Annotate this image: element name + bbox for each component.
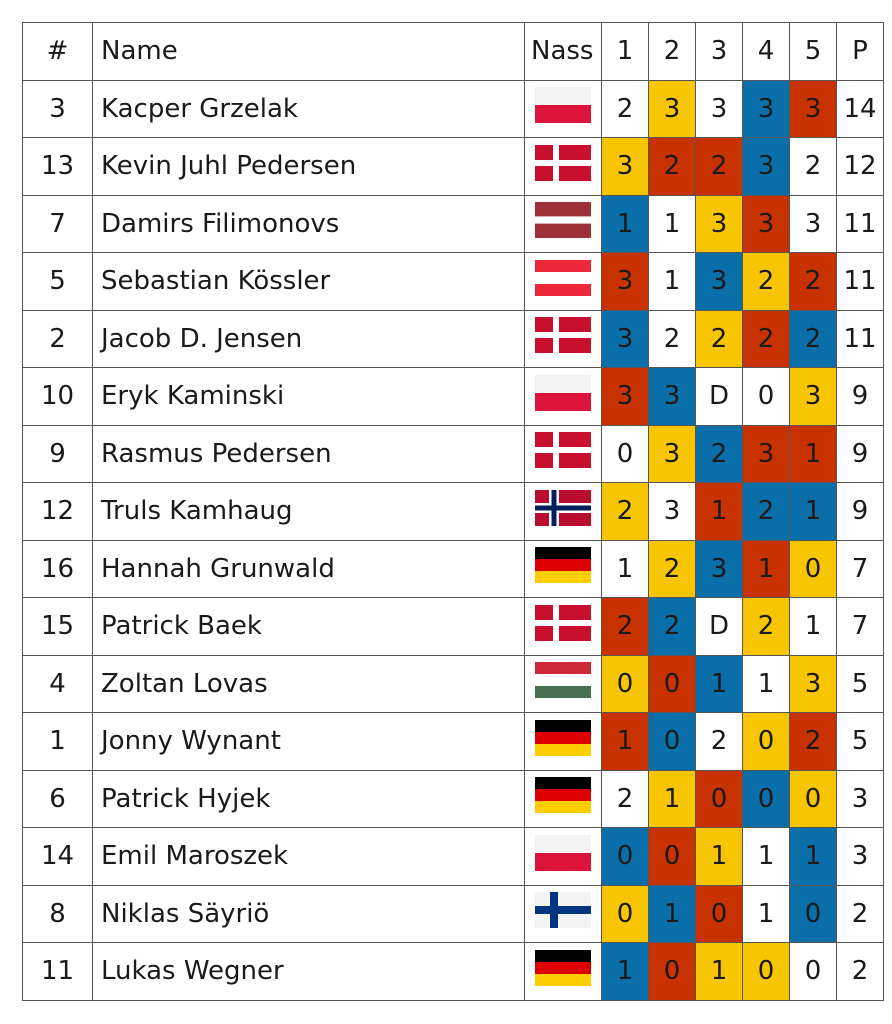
standings-table <box>22 22 884 1001</box>
table-row <box>23 425 884 483</box>
heat-4-score: 1 <box>743 540 790 598</box>
heat-3-score: 3 <box>696 195 743 253</box>
table-row <box>23 885 884 943</box>
rider-number: 14 <box>23 828 93 886</box>
table-row <box>23 770 884 828</box>
heat-1-score: 0 <box>602 885 649 943</box>
heat-5-score: 1 <box>790 483 837 541</box>
denmark-flag-icon <box>535 317 591 353</box>
table-row <box>23 368 884 426</box>
heat-2-score: 3 <box>649 80 696 138</box>
total-points: 7 <box>837 598 884 656</box>
heat-4-score: 1 <box>743 828 790 886</box>
heat-3-score: D <box>696 598 743 656</box>
total-points: 3 <box>837 770 884 828</box>
nation-flag <box>525 368 602 426</box>
norway-flag-icon <box>535 490 591 526</box>
heat-3-score: 3 <box>696 540 743 598</box>
rider-name: Lukas Wegner <box>93 943 525 1001</box>
total-points: 9 <box>837 368 884 426</box>
heat-4-score: 2 <box>743 483 790 541</box>
rider-number: 13 <box>23 138 93 196</box>
total-points: 2 <box>837 943 884 1001</box>
heat-1-score: 1 <box>602 713 649 771</box>
heat-4-score: 0 <box>743 713 790 771</box>
rider-number: 16 <box>23 540 93 598</box>
heat-5-score: 3 <box>790 80 837 138</box>
finland-flag-icon <box>535 892 591 928</box>
germany-flag-icon <box>535 777 591 813</box>
heat-1-score: 0 <box>602 655 649 713</box>
nation-flag <box>525 828 602 886</box>
rider-name: Hannah Grunwald <box>93 540 525 598</box>
rider-name: Kevin Juhl Pedersen <box>93 138 525 196</box>
heat-4-score: 3 <box>743 138 790 196</box>
rider-name: Sebastian Kössler <box>93 253 525 311</box>
heat-1-score: 0 <box>602 425 649 483</box>
heat-2-score: 1 <box>649 885 696 943</box>
denmark-flag-icon <box>535 605 591 641</box>
germany-flag-icon <box>535 547 591 583</box>
rider-number: 5 <box>23 253 93 311</box>
total-points: 5 <box>837 713 884 771</box>
table-row <box>23 253 884 311</box>
header-heat-4: 4 <box>743 23 790 81</box>
header-points: P <box>837 23 884 81</box>
heat-4-score: 2 <box>743 310 790 368</box>
table-row <box>23 943 884 1001</box>
nation-flag <box>525 253 602 311</box>
heat-3-score: 1 <box>696 828 743 886</box>
table-row <box>23 713 884 771</box>
table-row <box>23 540 884 598</box>
total-points: 9 <box>837 483 884 541</box>
header-heat-3: 3 <box>696 23 743 81</box>
nation-flag <box>525 943 602 1001</box>
denmark-flag-icon <box>535 145 591 181</box>
rider-number: 9 <box>23 425 93 483</box>
denmark-flag-icon <box>535 432 591 468</box>
heat-2-score: 2 <box>649 310 696 368</box>
heat-1-score: 1 <box>602 195 649 253</box>
nation-flag <box>525 598 602 656</box>
heat-5-score: 0 <box>790 770 837 828</box>
heat-2-score: 2 <box>649 540 696 598</box>
heat-4-score: 1 <box>743 885 790 943</box>
heat-4-score: 2 <box>743 253 790 311</box>
total-points: 12 <box>837 138 884 196</box>
total-points: 7 <box>837 540 884 598</box>
heat-3-score: 1 <box>696 483 743 541</box>
table-row <box>23 310 884 368</box>
heat-5-score: 2 <box>790 253 837 311</box>
rider-name: Eryk Kaminski <box>93 368 525 426</box>
rider-number: 1 <box>23 713 93 771</box>
heat-2-score: 0 <box>649 713 696 771</box>
heat-2-score: 0 <box>649 828 696 886</box>
rider-number: 12 <box>23 483 93 541</box>
heat-3-score: 3 <box>696 253 743 311</box>
heat-3-score: 0 <box>696 770 743 828</box>
rider-name: Rasmus Pedersen <box>93 425 525 483</box>
rider-name: Jacob D. Jensen <box>93 310 525 368</box>
heat-5-score: 2 <box>790 713 837 771</box>
heat-1-score: 1 <box>602 943 649 1001</box>
heat-5-score: 0 <box>790 885 837 943</box>
nation-flag <box>525 713 602 771</box>
total-points: 9 <box>837 425 884 483</box>
rider-name: Jonny Wynant <box>93 713 525 771</box>
heat-5-score: 0 <box>790 943 837 1001</box>
rider-number: 6 <box>23 770 93 828</box>
heat-1-score: 2 <box>602 80 649 138</box>
nation-flag <box>525 310 602 368</box>
heat-2-score: 2 <box>649 138 696 196</box>
header-nation: Nass <box>525 23 602 81</box>
standings-body <box>23 80 884 1000</box>
heat-2-score: 0 <box>649 943 696 1001</box>
heat-2-score: 3 <box>649 368 696 426</box>
heat-2-score: 1 <box>649 770 696 828</box>
rider-name: Niklas Säyriö <box>93 885 525 943</box>
heat-3-score: 0 <box>696 885 743 943</box>
heat-5-score: 2 <box>790 310 837 368</box>
rider-number: 7 <box>23 195 93 253</box>
heat-1-score: 2 <box>602 770 649 828</box>
table-row <box>23 655 884 713</box>
heat-5-score: 1 <box>790 828 837 886</box>
heat-2-score: 3 <box>649 483 696 541</box>
rider-number: 15 <box>23 598 93 656</box>
heat-3-score: 2 <box>696 713 743 771</box>
heat-5-score: 1 <box>790 598 837 656</box>
austria-flag-icon <box>535 260 591 296</box>
germany-flag-icon <box>535 950 591 986</box>
heat-4-score: 3 <box>743 195 790 253</box>
total-points: 5 <box>837 655 884 713</box>
heat-4-score: 3 <box>743 80 790 138</box>
header-heat-5: 5 <box>790 23 837 81</box>
rider-name: Zoltan Lovas <box>93 655 525 713</box>
heat-5-score: 0 <box>790 540 837 598</box>
heat-3-score: 1 <box>696 655 743 713</box>
total-points: 11 <box>837 195 884 253</box>
poland-flag-icon <box>535 375 591 411</box>
heat-5-score: 3 <box>790 655 837 713</box>
germany-flag-icon <box>535 720 591 756</box>
heat-1-score: 3 <box>602 368 649 426</box>
nation-flag <box>525 655 602 713</box>
table-row <box>23 828 884 886</box>
heat-3-score: 3 <box>696 80 743 138</box>
heat-5-score: 3 <box>790 368 837 426</box>
nation-flag <box>525 483 602 541</box>
heat-5-score: 3 <box>790 195 837 253</box>
heat-5-score: 1 <box>790 425 837 483</box>
heat-1-score: 0 <box>602 828 649 886</box>
heat-4-score: 1 <box>743 655 790 713</box>
header-name: Name <box>93 23 525 81</box>
nation-flag <box>525 770 602 828</box>
heat-2-score: 3 <box>649 425 696 483</box>
rider-name: Kacper Grzelak <box>93 80 525 138</box>
heat-3-score: D <box>696 368 743 426</box>
heat-2-score: 0 <box>649 655 696 713</box>
nation-flag <box>525 885 602 943</box>
heat-5-score: 2 <box>790 138 837 196</box>
poland-flag-icon <box>535 835 591 871</box>
table-row <box>23 80 884 138</box>
nation-flag <box>525 195 602 253</box>
table-row <box>23 195 884 253</box>
heat-3-score: 2 <box>696 138 743 196</box>
rider-number: 3 <box>23 80 93 138</box>
heat-2-score: 2 <box>649 598 696 656</box>
rider-name: Emil Maroszek <box>93 828 525 886</box>
heat-4-score: 0 <box>743 368 790 426</box>
rider-name: Patrick Hyjek <box>93 770 525 828</box>
rider-name: Damirs Filimonovs <box>93 195 525 253</box>
header-pos: # <box>23 23 93 81</box>
heat-1-score: 3 <box>602 138 649 196</box>
heat-2-score: 1 <box>649 195 696 253</box>
rider-number: 11 <box>23 943 93 1001</box>
total-points: 14 <box>837 80 884 138</box>
heat-2-score: 1 <box>649 253 696 311</box>
rider-name: Patrick Baek <box>93 598 525 656</box>
total-points: 11 <box>837 253 884 311</box>
nation-flag <box>525 138 602 196</box>
heat-4-score: 2 <box>743 598 790 656</box>
heat-1-score: 3 <box>602 310 649 368</box>
heat-1-score: 3 <box>602 253 649 311</box>
rider-number: 4 <box>23 655 93 713</box>
header-heat-2: 2 <box>649 23 696 81</box>
heat-3-score: 1 <box>696 943 743 1001</box>
rider-number: 10 <box>23 368 93 426</box>
latvia-flag-icon <box>535 202 591 238</box>
nation-flag <box>525 540 602 598</box>
header-heat-1: 1 <box>602 23 649 81</box>
poland-flag-icon <box>535 87 591 123</box>
heat-1-score: 1 <box>602 540 649 598</box>
total-points: 11 <box>837 310 884 368</box>
rider-number: 2 <box>23 310 93 368</box>
table-row <box>23 138 884 196</box>
heat-1-score: 2 <box>602 598 649 656</box>
heat-4-score: 3 <box>743 425 790 483</box>
header-row <box>23 23 884 81</box>
rider-number: 8 <box>23 885 93 943</box>
heat-4-score: 0 <box>743 770 790 828</box>
table-row <box>23 598 884 656</box>
heat-3-score: 2 <box>696 310 743 368</box>
nation-flag <box>525 80 602 138</box>
rider-name: Truls Kamhaug <box>93 483 525 541</box>
total-points: 2 <box>837 885 884 943</box>
heat-3-score: 2 <box>696 425 743 483</box>
total-points: 3 <box>837 828 884 886</box>
nation-flag <box>525 425 602 483</box>
heat-1-score: 2 <box>602 483 649 541</box>
heat-4-score: 0 <box>743 943 790 1001</box>
hungary-flag-icon <box>535 662 591 698</box>
table-row <box>23 483 884 541</box>
